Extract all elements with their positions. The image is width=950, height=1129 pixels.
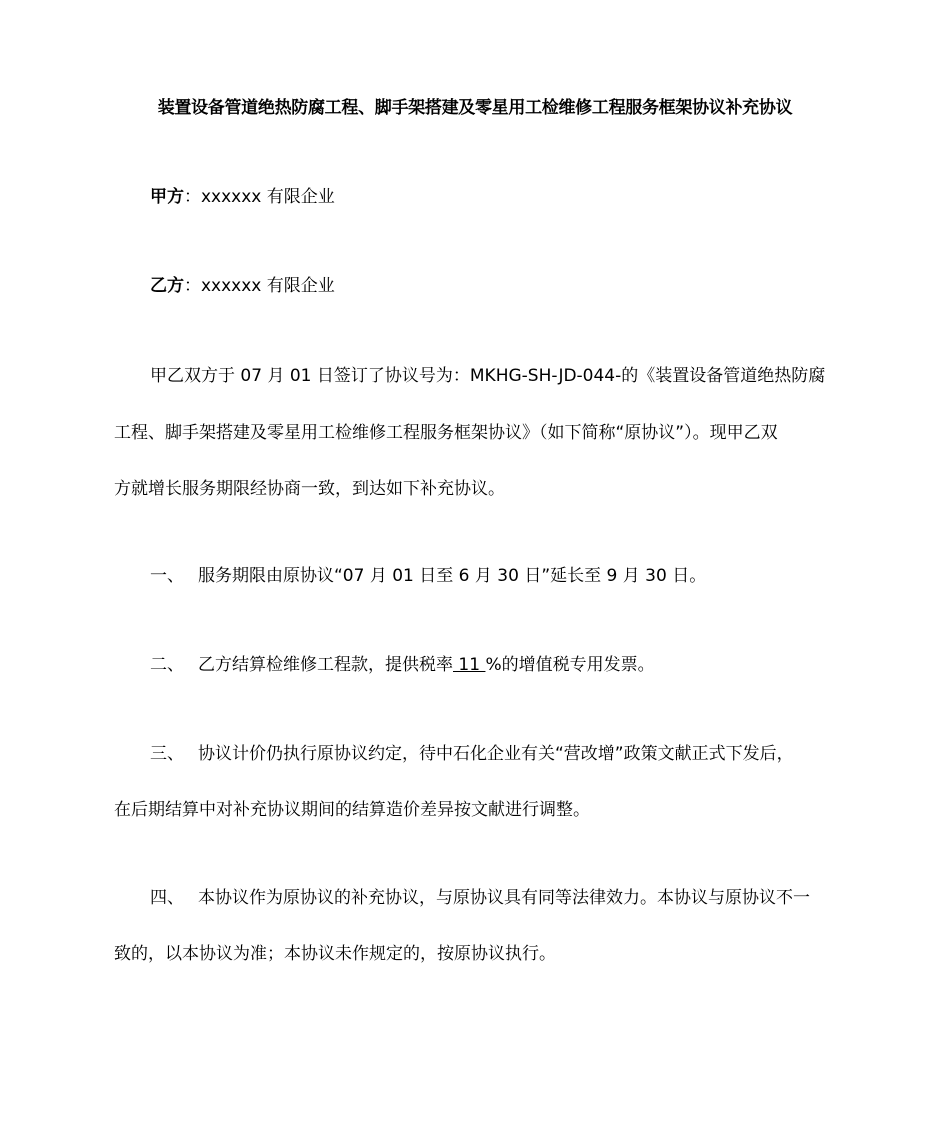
party-a-separator: ：	[184, 187, 201, 207]
clause-4-number: 四、	[150, 888, 184, 908]
clause-2	[150, 653, 655, 677]
clause-2-text-pre: 乙方结算检维修工程款，提供税率	[198, 655, 453, 675]
clause-2-number: 二、	[150, 655, 184, 675]
clause-1	[150, 564, 706, 588]
clause-3-text-1: 协议计价仍执行原协议约定，待中石化企业有关“营改增”政策文献正式下发后，	[198, 744, 794, 764]
clause-4-line-2: 致的，以本协议为准；本协议未作规定的，按原协议执行。	[114, 944, 556, 964]
clause-4-text-1: 本协议作为原协议的补充协议，与原协议具有同等法律效力。本协议与原协议不一	[198, 888, 810, 908]
intro-line-3: 方就增长服务期限经协商一致，到达如下补充协议。	[114, 479, 505, 499]
clause-3-line-1	[150, 742, 794, 766]
clause-1-text: 服务期限由原协议“07 月 01 日至 6 月 30 日”延长至 9 月 30 日。	[198, 566, 707, 586]
clause-3-line-2: 在后期结算中对补充协议期间的结算造价差异按文献进行调整。	[114, 800, 590, 820]
intro-line-2: 工程、脚手架搭建及零星用工检维修工程服务框架协议》（如下简称“原协议”）。现甲乙双	[114, 423, 778, 443]
document-title: 装置设备管道绝热防腐工程、脚手架搭建及零星用工检维修工程服务框架协议补充协议	[157, 98, 793, 118]
clause-2-text-post: %的增值税专用发票。	[485, 655, 655, 675]
intro-line-1: 甲乙双方于 07 月 01 日签订了协议号为：MKHG-SH-JD-044-的《装置设备管道绝热防腐	[150, 366, 826, 386]
party-b-separator: ：	[184, 276, 201, 296]
party-b-label: 乙方	[150, 276, 184, 296]
clause-3-number: 三、	[150, 744, 184, 764]
party-a-label: 甲方	[150, 187, 184, 207]
party-a-value: xxxxxx 有限企业	[201, 187, 335, 207]
clause-1-number: 一、	[150, 566, 184, 586]
clause-4-line-1	[150, 886, 810, 910]
party-b-value: xxxxxx 有限企业	[201, 276, 335, 296]
party-a-line	[150, 185, 335, 209]
tax-rate-value: 11	[453, 655, 486, 675]
party-b-line	[150, 274, 335, 298]
